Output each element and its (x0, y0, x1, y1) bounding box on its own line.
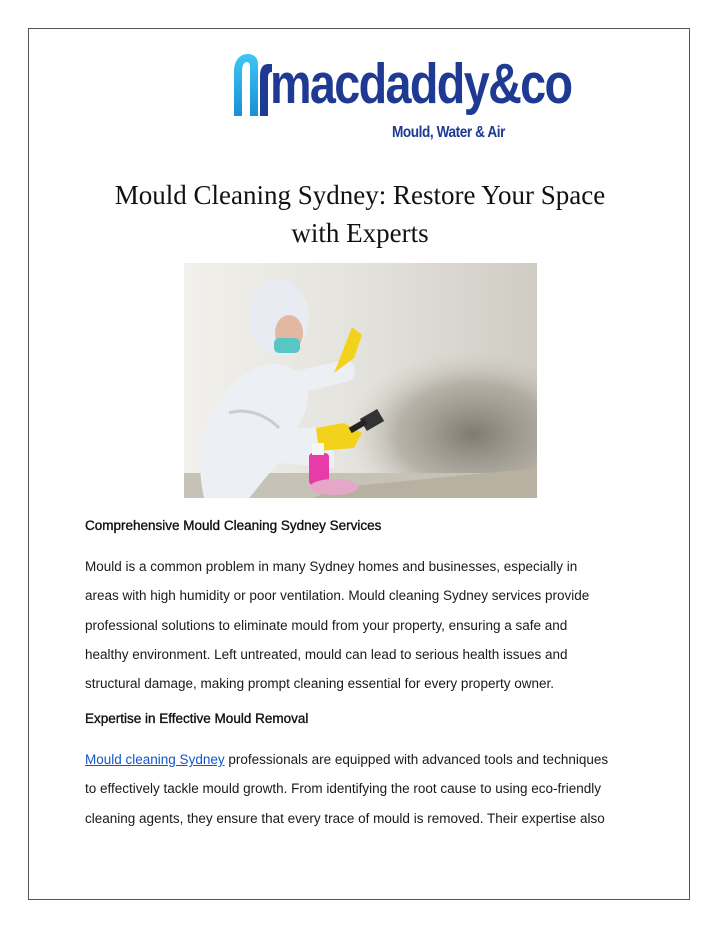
paragraph-line: structural damage, making prompt cleaning essential for every property owner. (85, 676, 554, 692)
paragraph-line: Mould is a common problem in many Sydney homes and businesses, especially in (85, 559, 578, 574)
mould-cleaning-photo (184, 263, 537, 498)
paragraph-line: healthy environment. Left untreated, mould can lead to serious health issues and (85, 646, 568, 662)
paragraph-line: to effectively tackle mould growth. From identifying the root cause to using eco-friendly (85, 781, 602, 797)
services-paragraph (85, 552, 645, 698)
section-heading-services: Comprehensive Mould Cleaning Sydney Services (85, 518, 382, 533)
logo-wordmark: macdaddy&co (270, 52, 572, 116)
expertise-paragraph (85, 745, 645, 833)
document-title (60, 176, 660, 252)
mould-cleaning-sydney-link[interactable]: Mould cleaning Sydney (85, 752, 225, 767)
logo-mark-icon (228, 46, 272, 118)
section-heading-expertise: Expertise in Effective Mould Removal (85, 711, 309, 726)
paragraph-line-rest: professionals are equipped with advanced tools and techniques (224, 752, 609, 767)
paragraph-line: cleaning agents, they ensure that every trace of mould is removed. Their expertise also (85, 810, 605, 826)
paragraph-line: professional solutions to eliminate mould from your property, ensuring a safe and (85, 617, 568, 633)
title-line-2: with Experts (291, 218, 429, 248)
paragraph-line (85, 745, 645, 774)
title-line-1: Mould Cleaning Sydney: Restore Your Space (114, 180, 606, 210)
logo-tagline: Mould, Water & Air (392, 124, 505, 141)
paragraph-line: areas with high humidity or poor ventilation. Mould cleaning Sydney services provide (85, 588, 590, 604)
company-logo (228, 42, 572, 152)
